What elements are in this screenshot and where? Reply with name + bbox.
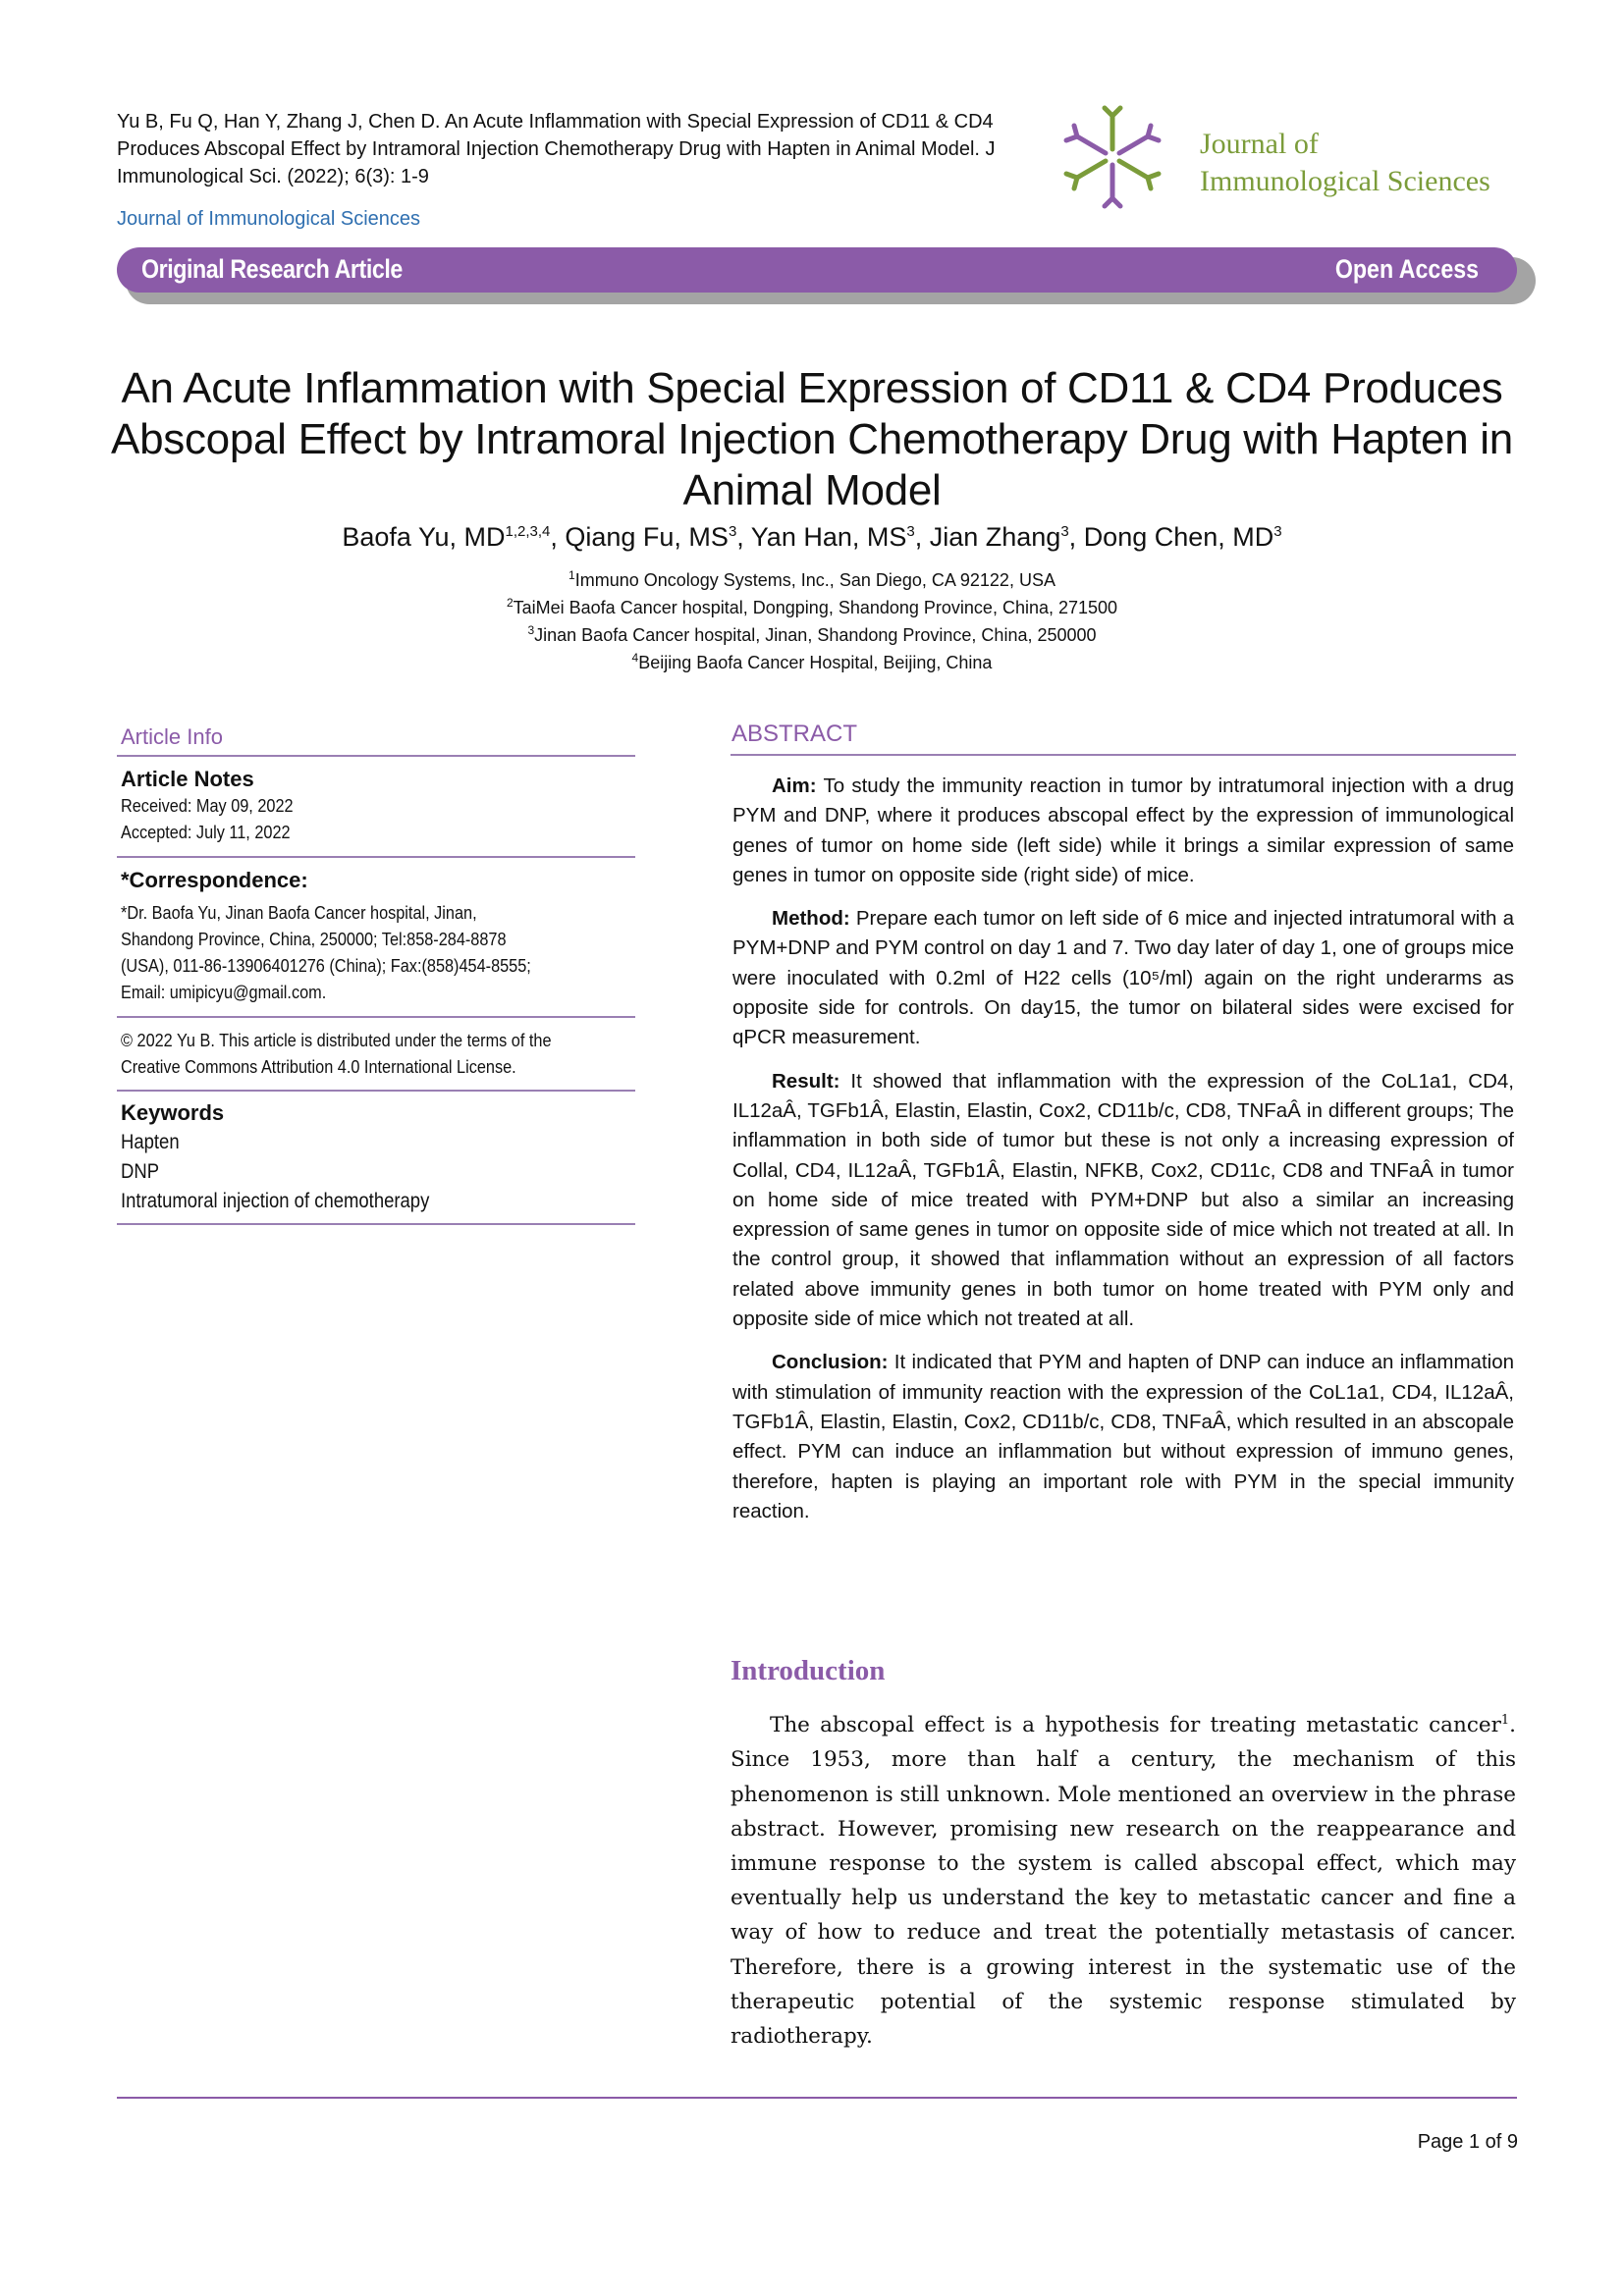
affiliation — [108, 592, 1516, 619]
divider — [117, 856, 635, 858]
article-notes — [121, 766, 631, 845]
correspondence-line: Email: umipicyu@gmail.com. — [121, 982, 327, 1002]
abstract-section — [732, 1348, 1514, 1526]
license-text — [121, 1027, 631, 1080]
article-type-label: Original Research Article — [141, 254, 403, 284]
keyword: DNP — [121, 1160, 160, 1183]
keywords — [121, 1099, 631, 1216]
affiliation-text: Beijing Baofa Cancer Hospital, Beijing, China — [638, 653, 993, 672]
introduction-body — [731, 1703, 1516, 2054]
affiliation-marker: 2 — [506, 596, 514, 610]
author-list — [108, 522, 1516, 553]
paper-title: An Acute Inflammation with Special Expression of CD11 & CD4 Produces Abscopal Effect by Intramoral Injection Chemotherapy Drug with Hapten in Animal Model — [111, 364, 1513, 514]
intro-text-b: . Since 1953, more than half a century, the mechanism of this phenomenon is still unknown. Mole mentioned an overview in the phrase abstract. However, promising new research on the reappearance and immune response to the system is called abscopal effect, which may eventually help us understand the key to metastatic cancer and fine a way of how to reduce and treat the potentially metastasis of cancer. Therefore, there is a growing interest in the systematic use of the therapeutic potential of the systemic response stimulated by radiotherapy. — [731, 1713, 1516, 2049]
divider — [117, 755, 635, 757]
abstract-section — [732, 772, 1514, 890]
keyword: Hapten — [121, 1131, 180, 1153]
abstract-section — [732, 1067, 1514, 1335]
author-name: Baofa Yu, MD — [342, 522, 506, 552]
keywords-heading: Keywords — [121, 1100, 225, 1125]
keyword: Intratumoral injection of chemotherapy — [121, 1190, 430, 1212]
author-name: Jian Zhang — [929, 522, 1061, 552]
affiliation-text: TaiMei Baofa Cancer hospital, Dongping, Shandong Province, China, 271500 — [513, 598, 1118, 617]
abstract-section-text: It showed that inflammation with the expression of the CoL1a1, CD4, IL12aÂ, TGFb1Â, Elastin, Elastin, Cox2, CD11b/c, CD8, TNFaÂ in different groups; The inflammation in both side of tumor but these is not only a increasing expression of Collal, CD4, IL12aÂ, TGFb1Â, Elastin, NFKB, Cox2, CD11c, CD8 and TNFaÂ in tumor on home side of mice treated with PYM+DNP but also a similar an increasing expression of same genes in tumor on opposite side of mice which not treated at all. In the control group, it showed that inflammation without an expression of all factors related above immunity genes in both tumor on home treated with PYM only and opposite side of mice which not treated at all. — [732, 1069, 1514, 1331]
accepted-date: Accepted: July 11, 2022 — [121, 822, 291, 842]
affiliation-marker: 4 — [631, 651, 639, 665]
citation: Yu B, Fu Q, Han Y, Zhang J, Chen D. An Acute Inflammation with Special Expression of CD11 & CD4 Produces Abscopal Effect by Intramoral Injection Chemotherapy Drug with Hapten in Animal Model. J Immunological Sci. (2022); 6(3): 1-9 — [117, 111, 996, 187]
affiliation-text: Jinan Baofa Cancer hospital, Jinan, Shandong Province, China, 250000 — [534, 625, 1097, 645]
abstract-section-label: Aim: — [772, 774, 817, 797]
logo-text — [1200, 126, 1490, 200]
abstract-heading: ABSTRACT — [731, 721, 858, 747]
article-notes-heading: Article Notes — [121, 767, 254, 791]
affiliation — [108, 564, 1516, 592]
abstract-body — [732, 772, 1514, 1540]
correspondence-text — [121, 899, 631, 1005]
journal-link[interactable]: Journal of Immunological Sciences — [117, 208, 421, 230]
author-name: Qiang Fu, MS — [565, 522, 729, 552]
abstract-section-label: Conclusion: — [772, 1351, 889, 1374]
divider — [117, 1223, 635, 1225]
abstract-section-text: It indicated that PYM and hapten of DNP can induce an inflammation with stimulation of immunity reaction with the expression of the CoL1a1, CD4, IL12aÂ, TGFb1Â, Elastin, Elastin, Cox2, CD11b/c, CD8, TNFaÂ, which resulted in an abscopale effect. PYM can induce an inflammation but without expression of immuno genes, therefore, hapten is playing an important role with PYM in the special immunity reaction. — [732, 1351, 1514, 1522]
correspondence-line: (USA), 011-86-13906401276 (China); Fax:(858)454-8555; — [121, 955, 531, 976]
intro-text-a: The abscopal effect is a hypothesis for treating metastatic cancer — [770, 1713, 1501, 1738]
abstract-section-label: Result: — [772, 1069, 840, 1093]
license-line: © 2022 Yu B. This article is distributed under the terms of the — [121, 1030, 552, 1050]
abstract-section — [732, 904, 1514, 1052]
license — [121, 1027, 631, 1080]
affiliation — [108, 647, 1516, 674]
keyword-list — [121, 1128, 631, 1216]
author-affiliation-marker: 1,2,3,4 — [505, 523, 551, 540]
divider — [117, 1016, 635, 1018]
received-date: Received: May 09, 2022 — [121, 795, 294, 816]
affiliation-marker: 1 — [568, 568, 575, 582]
divider — [731, 754, 1516, 756]
author-separator: , — [1068, 522, 1084, 552]
author-name: Yan Han, MS — [750, 522, 907, 552]
open-access-label: Open Access — [1334, 254, 1479, 284]
author-affiliation-marker: 3 — [1273, 523, 1282, 540]
correspondence-line: Shandong Province, China, 250000; Tel:858-284-8878 — [121, 929, 507, 949]
reference-marker[interactable]: 1 — [1500, 1713, 1510, 1728]
license-line: Creative Commons Attribution 4.0 International License. — [121, 1056, 516, 1077]
abstract-section-text: To study the immunity reaction in tumor by intratumoral injection with a drug PYM and DNP, where it produces abscopal effect by the expression of immunological genes of tumor on home side (left side) while it brings a similar expression of same genes in tumor on opposite side (right side) of mice. — [732, 774, 1514, 886]
affiliation-list — [108, 564, 1516, 674]
article-info-heading: Article Info — [121, 724, 223, 749]
affiliation — [108, 619, 1516, 647]
abstract-section-label: Method: — [772, 907, 850, 931]
author-separator: , — [914, 522, 930, 552]
footer-divider — [117, 2097, 1517, 2099]
correspondence-line: *Dr. Baofa Yu, Jinan Baofa Cancer hospital, Jinan, — [121, 902, 477, 923]
introduction-paragraph — [731, 1703, 1516, 2054]
logo-line-1: Journal of — [1200, 128, 1319, 160]
divider — [117, 1090, 635, 1092]
correspondence — [121, 867, 631, 1005]
page-number: Page 1 of 9 — [1417, 2131, 1518, 2153]
logo-line-2: Immunological Sciences — [1200, 165, 1490, 197]
introduction-heading: Introduction — [731, 1655, 886, 1686]
affiliation-marker: 3 — [527, 623, 535, 637]
affiliation-text: Immuno Oncology Systems, Inc., San Diego, CA 92122, USA — [574, 570, 1056, 590]
author-affiliation-marker: 3 — [728, 523, 737, 540]
author-separator: , — [550, 522, 566, 552]
author-affiliation-marker: 3 — [906, 523, 915, 540]
abstract-section-text: Prepare each tumor on left side of 6 mice and injected intratumoral with a PYM+DNP and PYM control on day 1 and 7. Two day later of day 1, one of groups mice were inoculated with 0.2ml of H22 cells (10⁵/ml) again on the right underarms as opposite side for controls. On day15, the tumor on bilateral sides were excised for qPCR measurement. — [732, 907, 1514, 1049]
author-affiliation-marker: 3 — [1060, 523, 1069, 540]
correspondence-heading: *Correspondence: — [121, 868, 308, 892]
author-name: Dong Chen, MD — [1083, 522, 1274, 552]
author-separator: , — [736, 522, 751, 552]
